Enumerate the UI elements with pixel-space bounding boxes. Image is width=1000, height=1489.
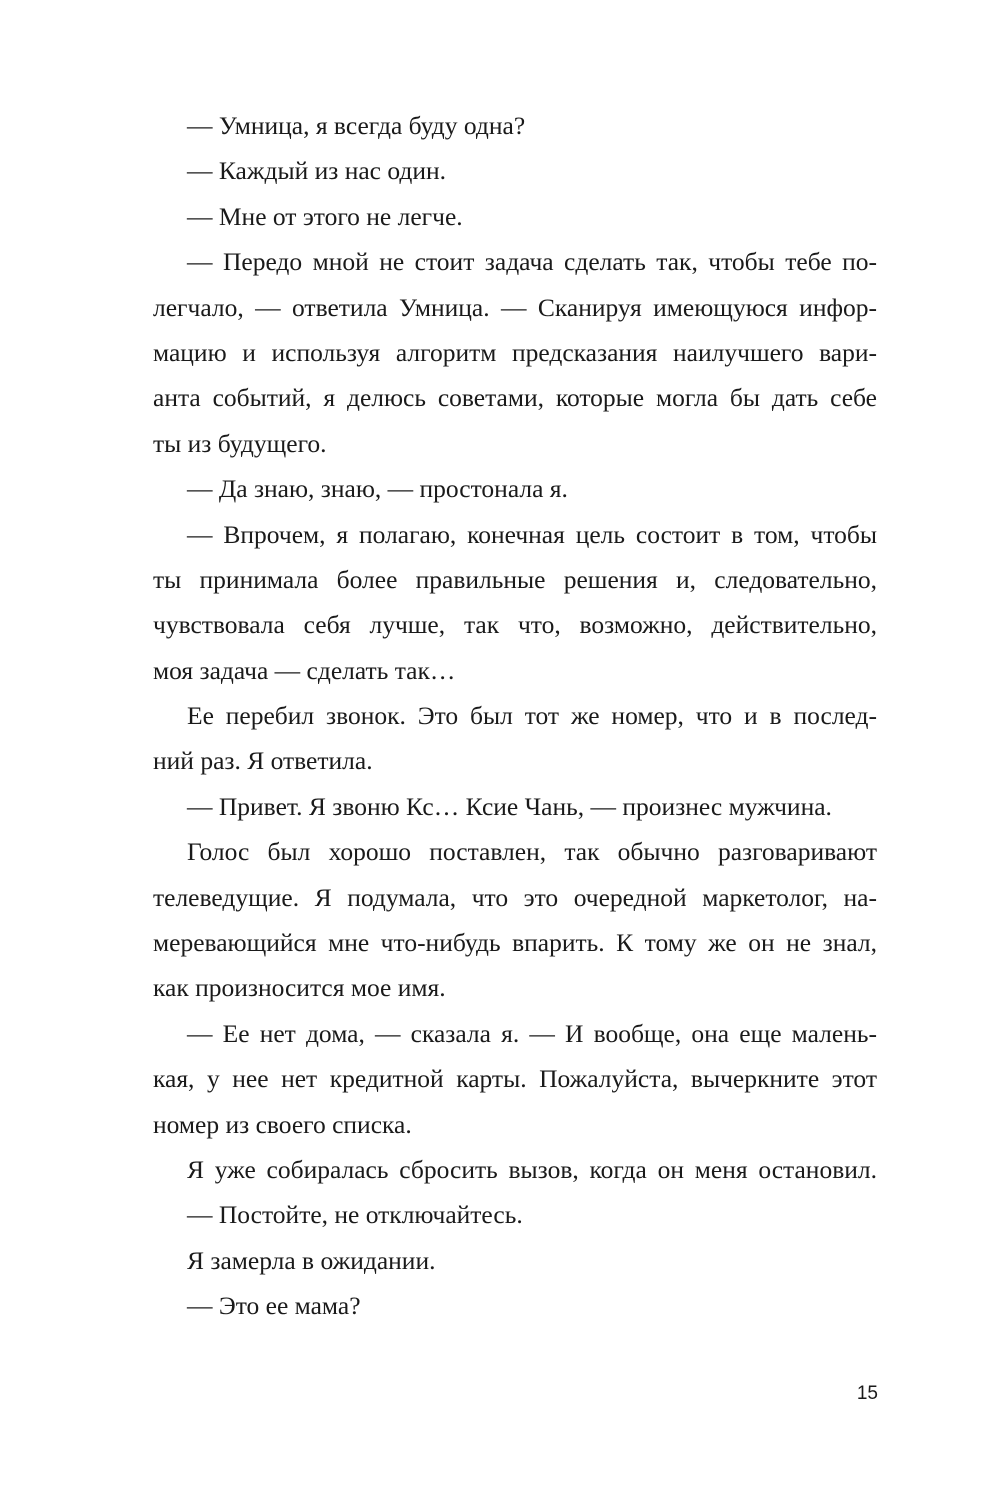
- text-line: ты принимала более правильные решения и, следовательно,: [153, 564, 877, 594]
- text-line: — Передо мной не стоит задача сделать так, чтобы тебе по-: [187, 247, 877, 277]
- text-line: легчало, — ответила Умница. — Сканируя имеющуюся инфор-: [153, 292, 877, 322]
- body-text: [153, 103, 877, 1329]
- text-line: — Ее нет дома, — сказала я. — И вообще, она еще малень-: [187, 1018, 877, 1048]
- text-line: — Мне от этого не легче.: [187, 201, 463, 231]
- text-line: — Привет. Я звоню Кс… Ксие Чань, — произнес мужчина.: [187, 791, 832, 821]
- text-line: мацию и используя алгоритм предсказания наилучшего вари-: [153, 337, 877, 367]
- text-line: меревающийся мне что-нибудь впарить. К тому же он не знал,: [153, 928, 877, 958]
- text-line: Я уже собиралась сбросить вызов, когда он меня остановил.: [187, 1154, 877, 1184]
- text-line: — Это ее мама?: [187, 1291, 361, 1321]
- text-line: — Умница, я всегда буду одна?: [187, 111, 526, 140]
- text-line: кая, у нее нет кредитной карты. Пожалуйста, вычеркните этот: [153, 1064, 877, 1094]
- text-line: — Каждый из нас один.: [187, 156, 447, 186]
- text-line: моя задача — сделать так…: [153, 655, 456, 685]
- text-line: номер из своего списка.: [153, 1109, 412, 1139]
- text-line: — Впрочем, я полагаю, конечная цель состоит в том, чтобы: [187, 519, 877, 549]
- text-line: ний раз. Я ответила.: [153, 746, 373, 776]
- text-line: анта событий, я делюсь советами, которые могла бы дать себе: [153, 383, 877, 413]
- page-number: 15: [856, 1383, 878, 1404]
- text-line: Голос был хорошо поставлен, так обычно разговаривают: [187, 837, 877, 867]
- text-line: Я замерла в ожидании.: [187, 1245, 436, 1275]
- text-line: — Постойте, не отключайтесь.: [187, 1200, 523, 1230]
- text-line: телеведущие. Я подумала, что это очередной маркетолог, на-: [153, 882, 877, 912]
- text-line: — Да знаю, знаю, — простонала я.: [187, 474, 568, 504]
- text-line: чувствовала себя лучше, так что, возможно, действительно,: [153, 610, 877, 640]
- text-line: Ее перебил звонок. Это был тот же номер, что и в послед-: [187, 701, 877, 731]
- text-line: как произносится мое имя.: [153, 973, 446, 1003]
- text-line: ты из будущего.: [153, 428, 327, 458]
